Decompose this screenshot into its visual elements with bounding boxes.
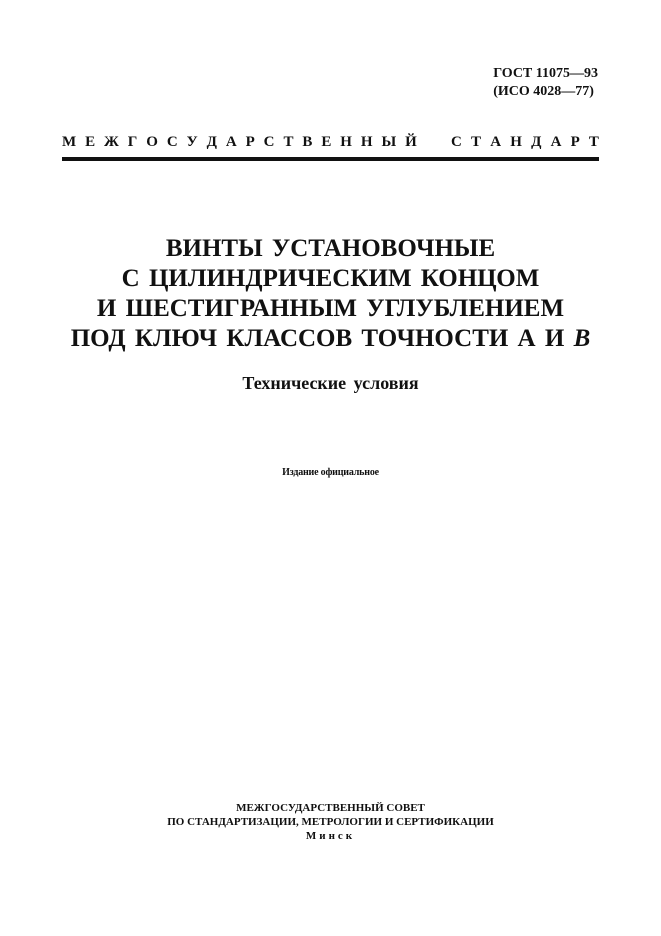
publisher-line-2: ПО СТАНДАРТИЗАЦИИ, МЕТРОЛОГИИ И СЕРТИФИКАЦИИ [167,816,494,828]
banner-letter: О [146,134,158,150]
banner-letter: Ы [381,134,397,150]
banner-letter: Т [283,134,294,150]
banner-rule [62,157,599,161]
title-line-4-text: ПОД КЛЮЧ КЛАССОВ ТОЧНОСТИ А И [70,325,574,352]
iso-number: (ИСО 4028—77) [493,84,594,99]
standard-banner [62,134,599,151]
document-designation [493,65,598,101]
banner-letter: А [550,134,562,150]
banner-letter: Н [360,134,373,150]
banner-letter: Н [340,134,352,150]
title-line-1: ВИНТЫ УСТАНОВОЧНЫЕ [165,235,496,262]
publisher-city: Минск [305,830,356,842]
title-line-4-italic: B [573,325,591,352]
banner-letter: С [166,134,178,150]
banner-word-standard [451,134,599,151]
edition-note: Издание официальное [282,467,379,478]
title-line-4 [40,324,621,354]
title-line-2: С ЦИЛИНДРИЧЕСКИМ КОНЦОМ [121,265,540,292]
banner-letter: Н [510,134,522,150]
banner-letter: Т [471,134,482,150]
banner-word-interstate [62,134,417,151]
banner-letter: Е [321,134,332,150]
banner-letter: Ж [104,134,119,150]
banner-letter: Т [588,134,599,150]
banner-letter: М [62,134,77,150]
gost-number: ГОСТ 11075—93 [493,66,598,81]
banner-letter: Д [531,134,542,150]
banner-letter: А [490,134,502,150]
banner-letter: Р [245,134,255,150]
document-subtitle: Технические условия [242,373,419,393]
title-line-3: И ШЕСТИГРАННЫМ УГЛУБЛЕНИЕМ [96,295,565,322]
banner-letter: Е [85,134,96,150]
banner-letter: Г [127,134,138,150]
document-title [40,234,621,354]
banner-letter: Р [570,134,580,150]
publisher-block [0,801,661,843]
banner-letter: А [225,134,237,150]
banner-letter: С [263,134,275,150]
banner-letter: Й [405,134,417,150]
publisher-line-1: МЕЖГОСУДАРСТВЕННЫЙ СОВЕТ [236,802,425,814]
banner-letter: Д [206,134,217,150]
banner-letter: С [451,134,462,150]
banner-letter: В [302,134,313,150]
banner-letter: У [186,134,198,150]
